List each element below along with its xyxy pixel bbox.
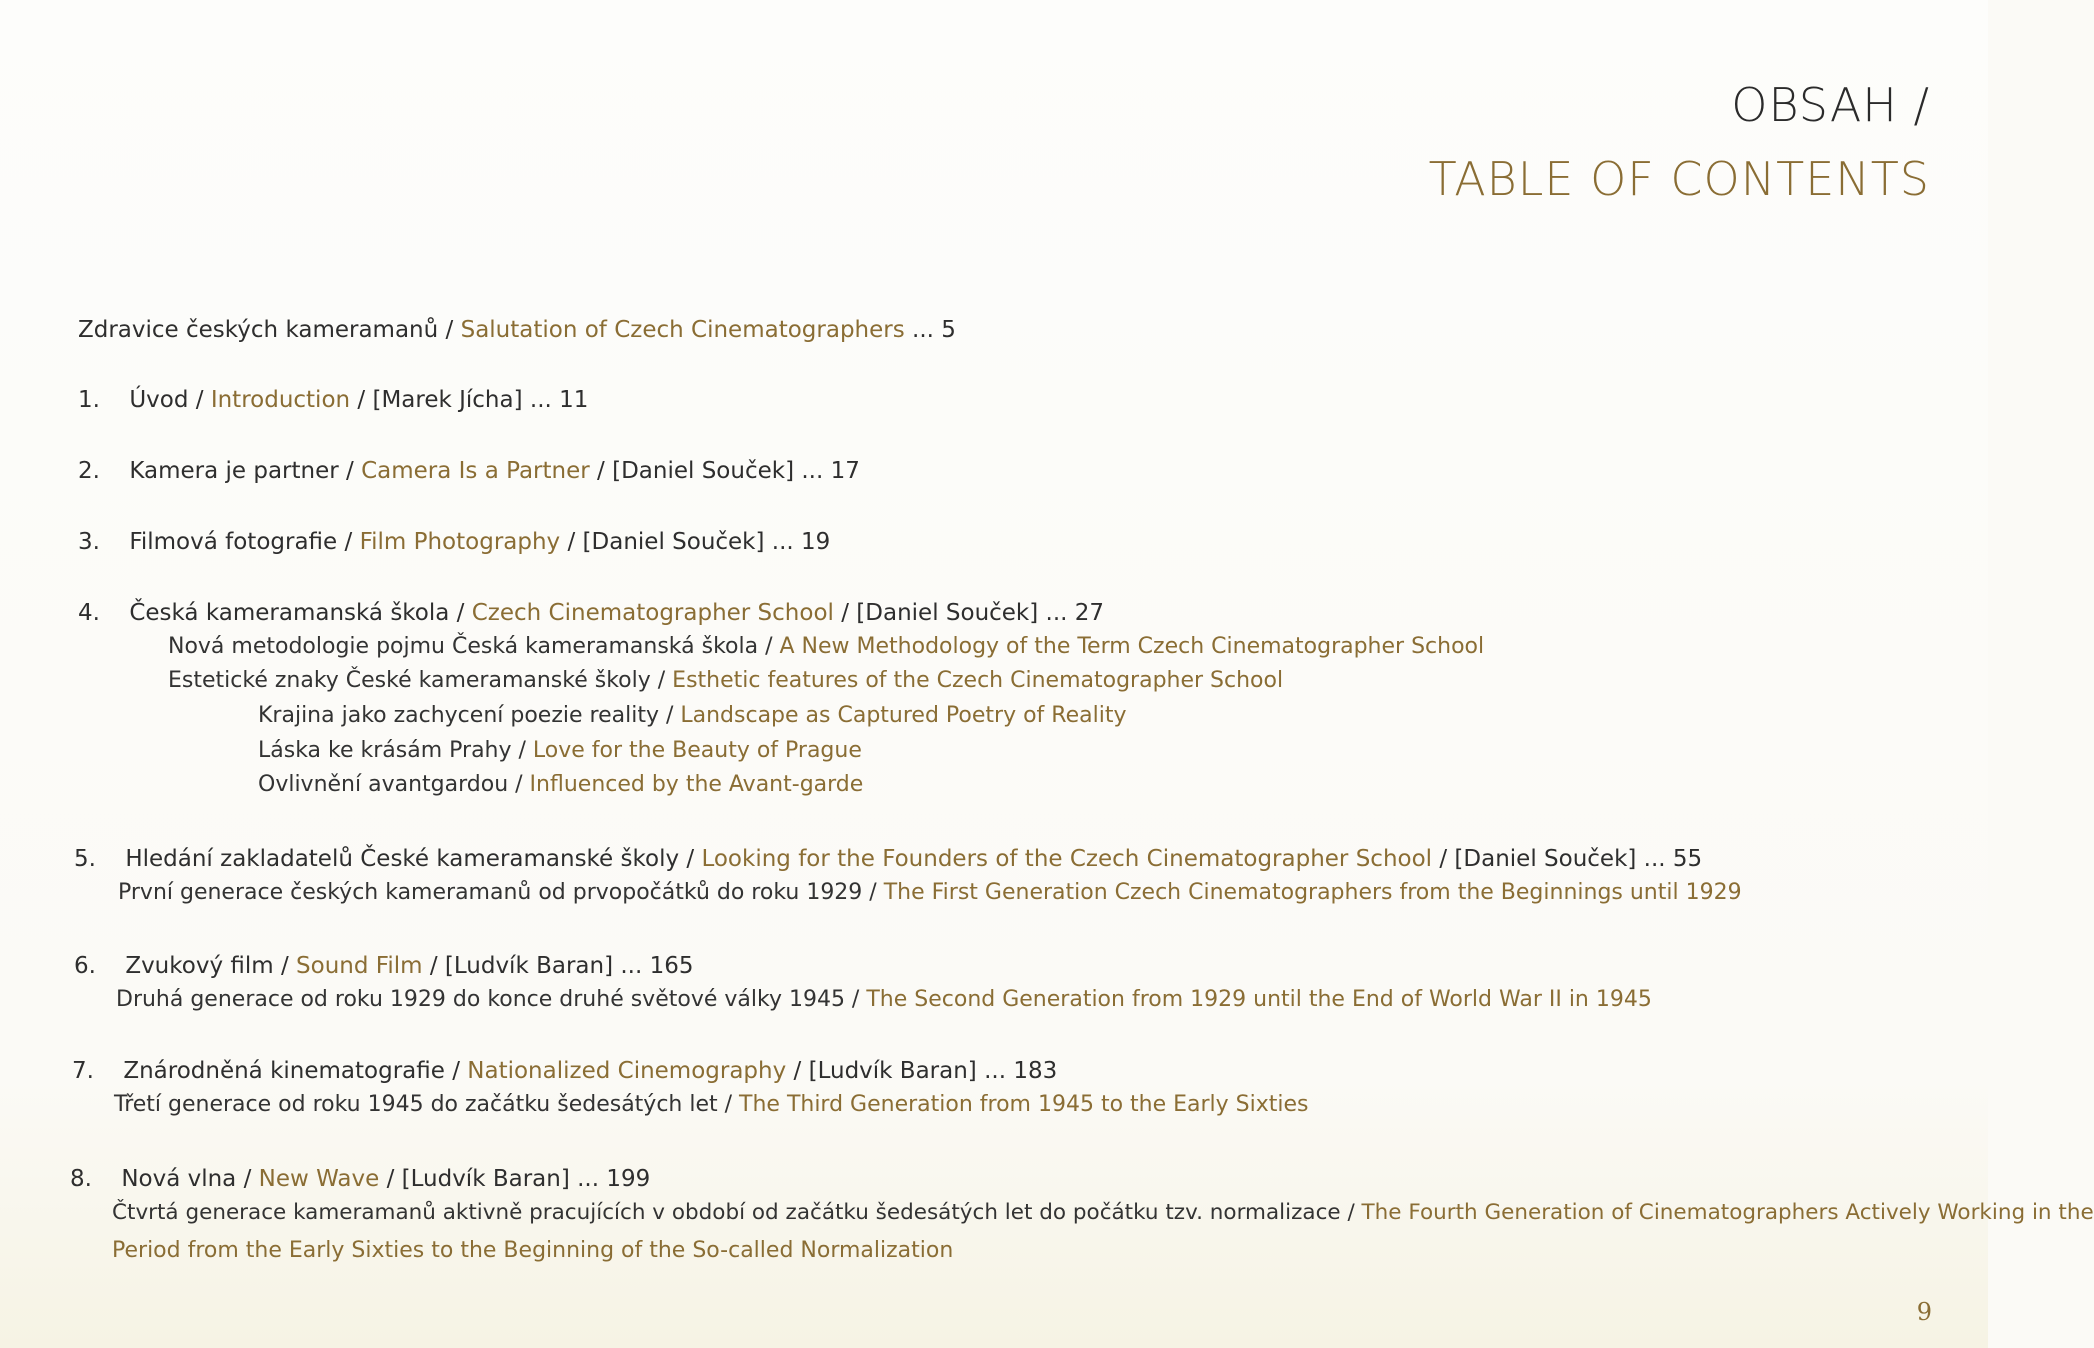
toc-entry-3: [78, 527, 830, 557]
heading-english: TABLE OF CONTENTS: [1428, 152, 1930, 206]
entry-page-ref: / [Daniel Souček] ... 17: [597, 458, 860, 484]
entry-number: 7.: [72, 1058, 94, 1084]
subentry-cz: První generace českých kameramanů od prvopočátků do roku 1929 /: [118, 880, 877, 905]
entry-en-title: Camera Is a Partner: [361, 458, 590, 484]
subentry-cz: Třetí generace od roku 1945 do začátku šedesátých let /: [114, 1092, 733, 1117]
entry-cz-title: Hledání zakladatelů České kameramanské školy /: [125, 846, 695, 872]
toc-entry-2: [78, 456, 860, 486]
subentry-cz: Druhá generace od roku 1929 do konce druhé světové války 1945 /: [116, 987, 860, 1012]
subentry-cz: Ovlivnění avantgardou /: [258, 772, 523, 797]
entry-en-title: Looking for the Founders of the Czech Cinematographer School: [701, 846, 1433, 872]
subentry-en: The Second Generation from 1929 until the End of World War II in 1945: [866, 987, 1652, 1012]
subentry-en: The First Generation Czech Cinematographers from the Beginnings until 1929: [883, 880, 1742, 905]
entry-page-ref: / [Ludvík Baran] ... 165: [429, 953, 694, 979]
entry-en-title: Nationalized Cinemography: [467, 1058, 787, 1084]
entry-page-ref: / [Ludvík Baran] ... 183: [793, 1058, 1058, 1084]
toc-subentry: [258, 736, 862, 766]
toc-subentry: [258, 701, 1126, 731]
heading-czech: OBSAH /: [1731, 78, 1930, 132]
toc-entry-salutation: [78, 315, 956, 345]
page-number: 9: [1916, 1298, 1932, 1326]
entry-page-ref: / [Daniel Souček] ... 55: [1439, 846, 1703, 872]
entry-number: 1.: [78, 387, 100, 413]
toc-entry-7: [72, 1056, 1057, 1086]
subentry-en: Period from the Early Sixties to the Beginning of the So-called Normalization: [112, 1238, 954, 1263]
entry-page-ref: ... 5: [912, 317, 956, 343]
toc-entry-5: [74, 844, 1702, 874]
subentry-en: Love for the Beauty of Prague: [532, 738, 862, 763]
entry-en-title: Salutation of Czech Cinematographers: [460, 317, 905, 343]
entry-number: 8.: [70, 1166, 92, 1192]
subentry-en: Esthetic features of the Czech Cinematographer School: [672, 668, 1284, 693]
toc-subentry: [118, 878, 1742, 908]
entry-page-ref: / [Daniel Souček] ... 27: [841, 600, 1105, 626]
toc-subentry: [168, 632, 1484, 662]
toc-entry-1: [78, 385, 588, 415]
entry-cz-title: Znárodněná kinematografie /: [123, 1058, 460, 1084]
toc-subentry: [114, 1090, 1309, 1120]
entry-page-ref: / [Ludvík Baran] ... 199: [386, 1166, 651, 1192]
subentry-cz: Estetické znaky České kameramanské školy /: [168, 668, 666, 693]
subentry-en: The Fourth Generation of Cinematographers Actively Working in the: [1361, 1200, 2094, 1225]
subentry-cz: Čtvrtá generace kameramanů aktivně pracujících v období od začátku šedesátých let do počátku tzv. normalizace /: [112, 1200, 1355, 1225]
entry-number: 5.: [74, 846, 96, 872]
entry-cz-title: Česká kameramanská škola /: [129, 600, 465, 626]
toc-subentry: [116, 985, 1652, 1015]
entry-en-title: Introduction: [210, 387, 351, 413]
entry-page-ref: / [Daniel Souček] ... 19: [567, 529, 831, 555]
toc-entry-6: [74, 951, 694, 981]
entry-en-title: New Wave: [258, 1166, 380, 1192]
entry-cz-title: Úvod /: [129, 387, 204, 413]
entry-page-ref: / [Marek Jícha] ... 11: [357, 387, 589, 413]
subentry-en: A New Methodology of the Term Czech Cinematographer School: [779, 634, 1485, 659]
entry-cz-title: Zdravice českých kameramanů /: [78, 317, 454, 343]
entry-number: 4.: [78, 600, 100, 626]
entry-cz-title: Filmová fotografie /: [129, 529, 353, 555]
toc-subentry-continued: [112, 1236, 953, 1266]
toc-entry-4: [78, 598, 1104, 628]
entry-en-title: Czech Cinematographer School: [471, 600, 834, 626]
subentry-cz: Láska ke krásám Prahy /: [258, 738, 526, 763]
entry-en-title: Sound Film: [296, 953, 423, 979]
subentry-en: Landscape as Captured Poetry of Reality: [680, 703, 1127, 728]
entry-cz-title: Zvukový film /: [125, 953, 289, 979]
toc-subentry: [112, 1198, 2094, 1228]
subentry-en: The Third Generation from 1945 to the Early Sixties: [739, 1092, 1309, 1117]
subentry-cz: Krajina jako zachycení poezie reality /: [258, 703, 674, 728]
entry-number: 3.: [78, 529, 100, 555]
entry-cz-title: Nová vlna /: [121, 1166, 252, 1192]
entry-en-title: Film Photography: [359, 529, 561, 555]
subentry-cz: Nová metodologie pojmu Česká kameramanská škola /: [168, 634, 773, 659]
entry-number: 2.: [78, 458, 100, 484]
toc-subentry: [258, 770, 863, 800]
entry-cz-title: Kamera je partner /: [129, 458, 354, 484]
subentry-en: Influenced by the Avant-garde: [529, 772, 864, 797]
entry-number: 6.: [74, 953, 96, 979]
toc-entry-8: [70, 1164, 650, 1194]
toc-subentry: [168, 666, 1283, 696]
